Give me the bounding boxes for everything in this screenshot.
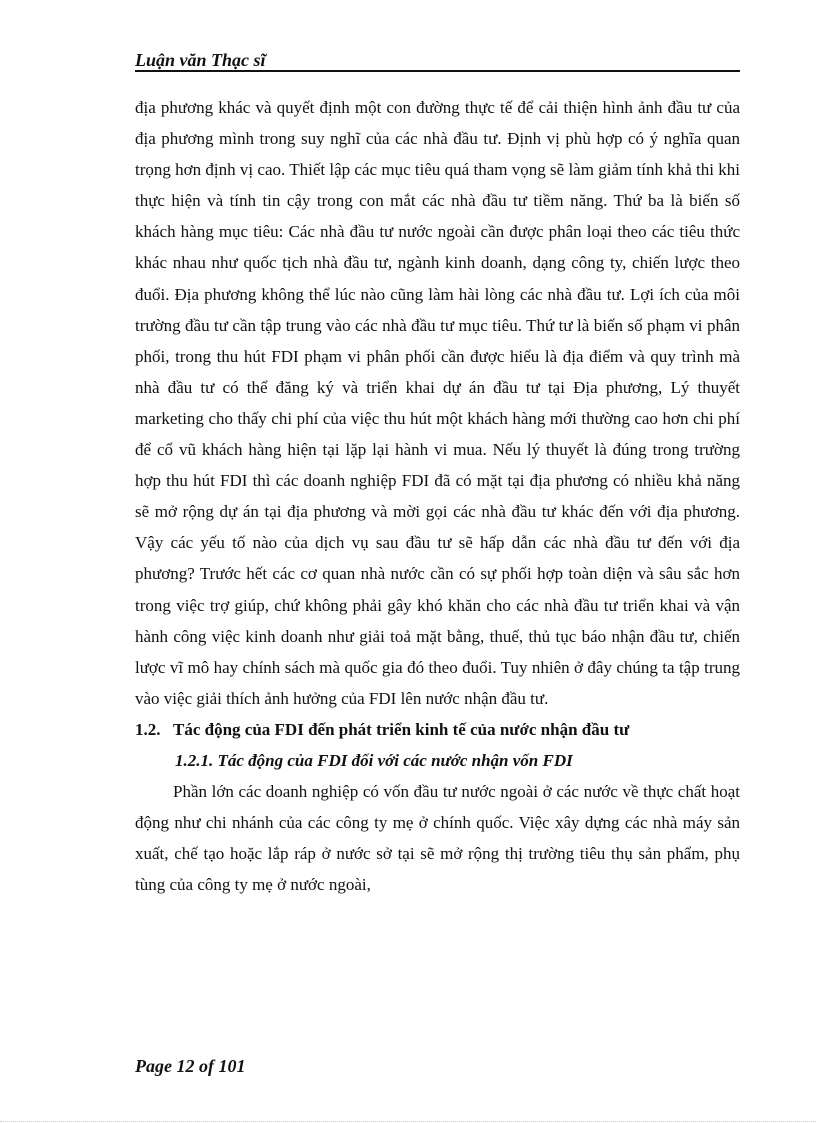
- subsection-heading: 1.2.1. Tác động của FDI đối với các nước nhận vốn FDI: [175, 750, 573, 770]
- section-number: 1.2.: [135, 719, 161, 739]
- header-rule: [135, 70, 740, 72]
- section-title: Tác động của FDI đến phát triển kinh tế của nước nhận đầu tư: [173, 719, 630, 739]
- body-paragraph: địa phương khác và quyết định một con đường thực tế để cải thiện hình ảnh đầu tư của địa phương mình trong suy nghĩ của các nhà đầu tư. Định vị phù hợp có ý nghĩa quan trọng hơn định vị cao. Thiết lập các mục tiêu quá tham vọng sẽ làm giảm tính khả thi khi thực hiện và tính tin cậy trong con mắt các nhà đầu tư tiềm năng. Thứ ba là biến số khách hàng mục tiêu: Các nhà đầu tư nước ngoài cần được phân loại theo các tiêu thức khác nhau như quốc tịch nhà đầu tư, ngành kinh doanh, dạng công ty, chiến lược theo đuổi. Địa phương không thể lúc nào cũng làm hài lòng các nhà đầu tư. Lợi ích của môi trường đầu tư cần tập trung vào các nhà đầu tư mục tiêu. Thứ tư là biến số phạm vi phân phối, trong thu hút FDI phạm vi phân phối cần được hiểu là địa điểm và quy trình mà nhà đầu tư có thể đăng ký và triển khai dự án đầu tư tại Địa phương, Lý thuyết marketing cho thấy chi phí của việc thu hút một khách hàng mới thường cao hơn chi phí để cổ vũ khách hàng hiện tại lặp lại hành vi mua. Nếu lý thuyết là đúng trong trường hợp thu hút FDI thì các doanh nghiệp FDI đã có mặt tại địa phương có nhiều khả năng sẽ mở rộng dự án tại địa phương và mời gọi các nhà đầu tư khác đến với địa phương. Vậy các yếu tố nào của dịch vụ sau đầu tư sẽ hấp dẫn các nhà đầu tư đến với địa phương? Trước hết các cơ quan nhà nước cần có sự phối hợp toàn diện và sâu sắc hơn trong việc trợ giúp, chứ không phải gây khó khăn cho các nhà đầu tư triển khai và vận hành công việc kinh doanh như giải toả mặt bằng, thuế, thủ tục báo nhận đầu tư, chiến lược vĩ mô hay chính sách mà quốc gia đó theo đuổi. Tuy nhiên ở đây chúng ta tập trung vào việc giải thích ảnh hưởng của FDI lên nước nhận đầu tư.: [135, 98, 740, 708]
- running-header-title: Luận văn Thạc sĩ: [135, 50, 266, 70]
- page-number-footer: Page 12 of 101: [135, 1056, 246, 1076]
- section-heading: [135, 714, 740, 745]
- page-edge: [0, 1121, 816, 1122]
- page-body: [135, 92, 740, 900]
- body-paragraph-2: Phần lớn các doanh nghiệp có vốn đầu tư nước ngoài ở các nước về thực chất hoạt động như chi nhánh của các công ty mẹ ở chính quốc. Việc xây dựng các nhà máy sản xuất, chế tạo hoặc lắp ráp ở nước sở tại sẽ mở rộng thị trường tiêu thụ sản phẩm, phụ tùng của công ty mẹ ở nước ngoài,: [135, 782, 740, 895]
